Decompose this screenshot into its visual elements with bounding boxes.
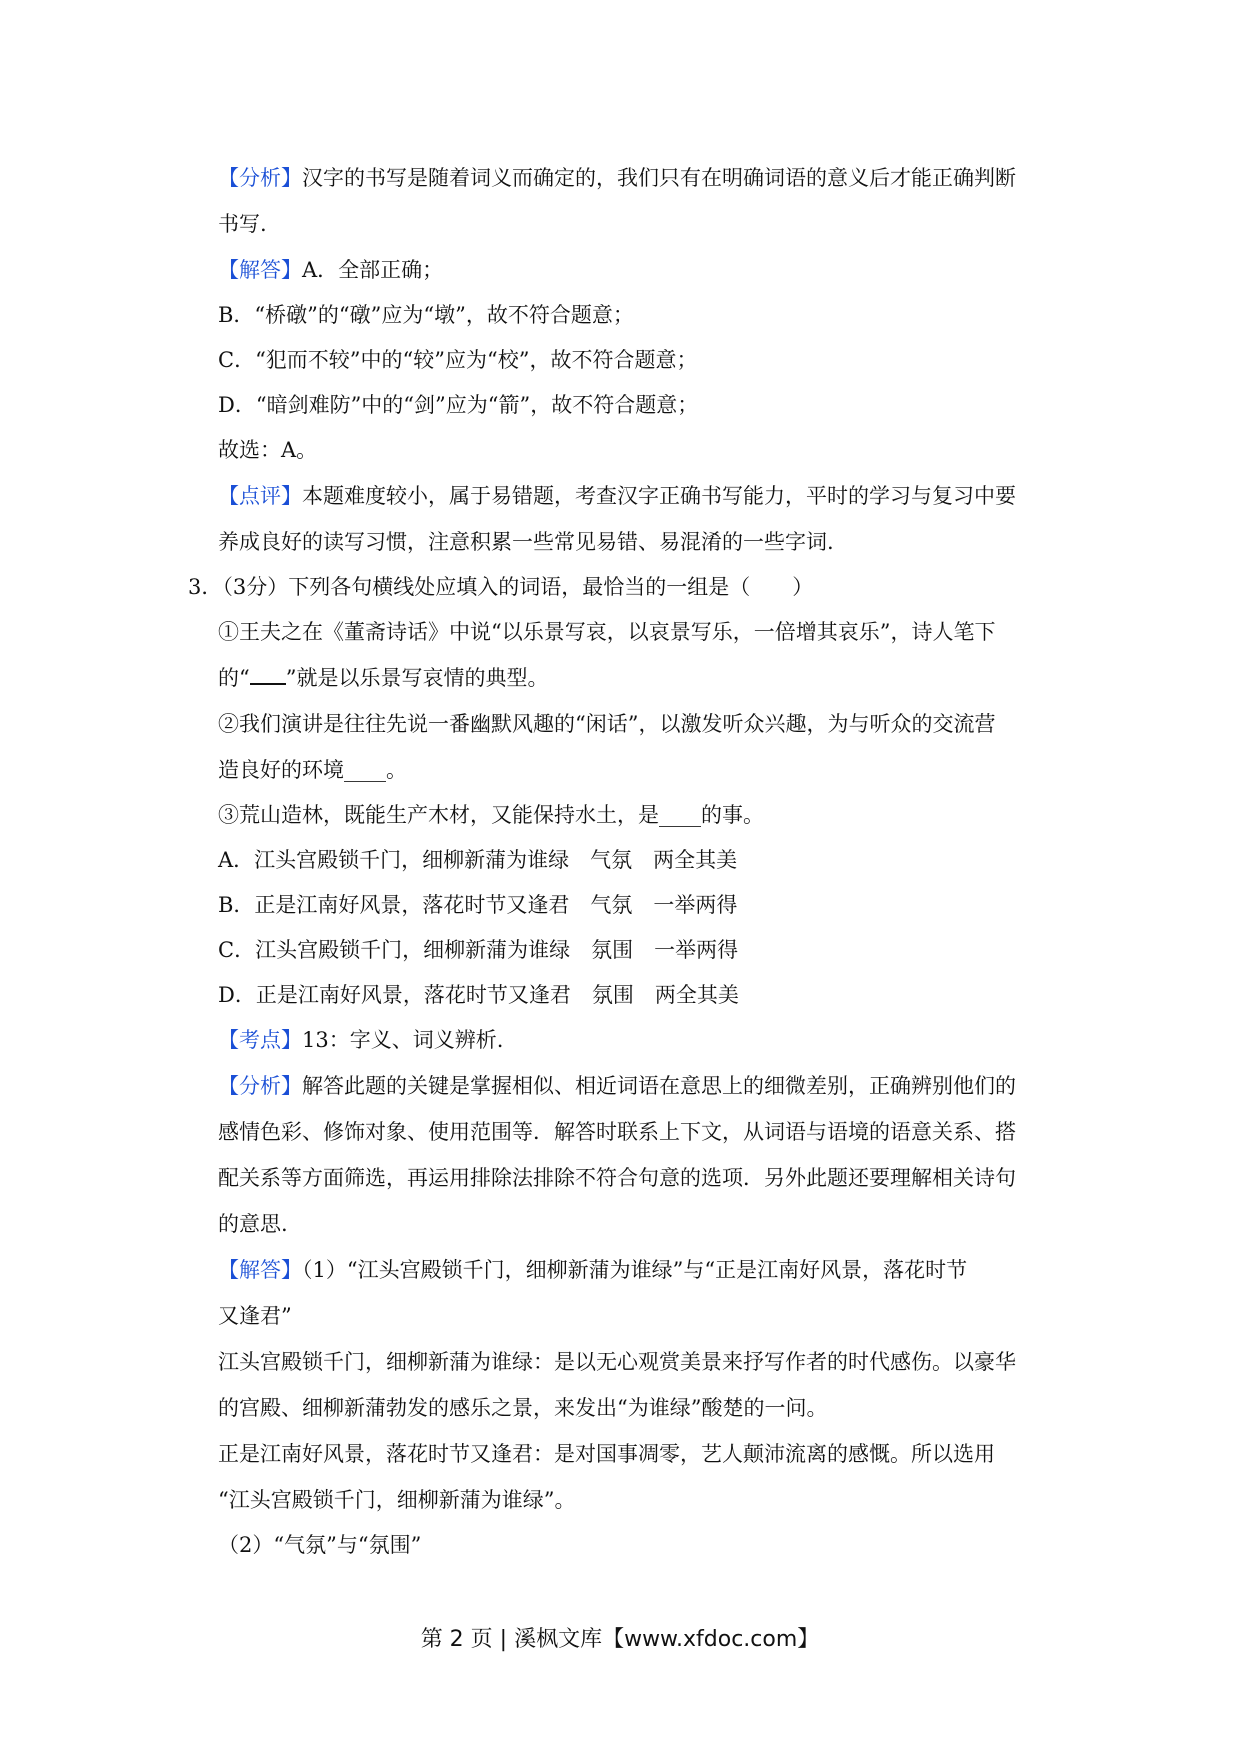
answer2-line-6: “江头宫殿锁千门，细柳新蒲为谁绿”。	[218, 1488, 576, 1512]
answer2-line-3: 江头宫殿锁千门，细柳新蒲为谁绿：是以无心观赏美景来抒写作者的时代感伤。以豪华	[218, 1350, 1016, 1374]
answer2-line-4: 的宫殿、细柳新蒲勃发的感乐之景，来发出“为谁绿”酸楚的一问。	[218, 1396, 828, 1420]
answer-line-b: B．“桥礅”的“礅”应为“墩”，故不符合题意；	[218, 303, 634, 327]
answer-line-d: D．“暗剑难防”中的“剑”应为“箭”，故不符合题意；	[218, 393, 699, 417]
key-point-line: 【考点】13：字义、词义辨析.	[218, 1028, 504, 1052]
answer2-line-7: （2）“气氛”与“氛围”	[218, 1533, 422, 1557]
analysis-line-2: 书写.	[218, 212, 267, 236]
comment-line-2: 养成良好的读写习惯，注意积累一些常见易错、易混淆的一些字词.	[218, 530, 834, 554]
option-a: A．江头宫殿锁千门，细柳新蒲为谁绿 气氛 两全其美	[218, 848, 738, 872]
answer-line-c: C．“犯而不较”中的“较”应为“校”，故不符合题意；	[218, 348, 698, 372]
sentence-3: ③荒山造林，既能生产木材，又能保持水土，是____的事。	[218, 803, 764, 827]
answer2-line-2: 又逢君”	[218, 1304, 292, 1328]
analysis2-tag: 【分析】	[218, 1074, 302, 1098]
question-3-title: 3．（3分）下列各句横线处应填入的词语，最恰当的一组是（ ）	[188, 575, 814, 599]
analysis2-line-1: 【分析】解答此题的关键是掌握相似、相近词语在意思上的细微差别，正确辨别他们的	[218, 1074, 1016, 1098]
option-c: C．江头宫殿锁千门，细柳新蒲为谁绿 氛围 一举两得	[218, 938, 739, 962]
option-d: D．正是江南好风景，落花时节又逢君 氛围 两全其美	[218, 983, 739, 1007]
sentence-1-line-2: 的“ ”就是以乐景写哀情的典型。	[218, 666, 549, 690]
answer2-tag: 【解答】	[218, 1258, 302, 1282]
key-point-tag: 【考点】	[218, 1028, 302, 1052]
answer2-line-5: 正是江南好风景，落花时节又逢君：是对国事凋零，艺人颠沛流离的感慨。所以选用	[218, 1442, 995, 1466]
comment-tag: 【点评】	[218, 484, 302, 508]
analysis2-line-2: 感情色彩、修饰对象、使用范围等．解答时联系上下文，从词语与语境的语意关系、搭	[218, 1120, 1016, 1144]
analysis-tag: 【分析】	[218, 166, 302, 190]
analysis2-line-3: 配关系等方面筛选，再运用排除法排除不符合句意的选项．另外此题还要理解相关诗句	[218, 1166, 1016, 1190]
fill-blank	[250, 665, 286, 685]
analysis2-line-4: 的意思.	[218, 1212, 288, 1236]
sentence-1-line-1: ①王夫之在《董斋诗话》中说“以乐景写哀，以哀景写乐，一倍增其哀乐”，诗人笔下	[218, 620, 996, 644]
option-b: B．正是江南好风景，落花时节又逢君 气氛 一举两得	[218, 893, 738, 917]
sentence-2-line-1: ②我们演讲是往往先说一番幽默风趣的“闲话”，以激发听众兴趣，为与听众的交流营	[218, 712, 996, 736]
comment-line-1: 【点评】本题难度较小，属于易错题，考查汉字正确书写能力，平时的学习与复习中要	[218, 484, 1016, 508]
analysis-line-1: 【分析】汉字的书写是随着词义而确定的，我们只有在明确词语的意义后才能正确判断	[218, 166, 1016, 190]
sentence-2-line-2: 造良好的环境____。	[218, 758, 407, 782]
answer2-line-1: 【解答】（1）“江头宫殿锁千门，细柳新蒲为谁绿”与“正是江南好风景，落花时节	[218, 1258, 968, 1282]
page-footer: 第 2 页 | 溪枫文库【www.xfdoc.com】	[420, 1627, 820, 1652]
answer-choice: 故选：A。	[218, 438, 318, 462]
answer-tag: 【解答】	[218, 258, 302, 282]
answer-line-a: 【解答】A．全部正确；	[218, 258, 444, 282]
